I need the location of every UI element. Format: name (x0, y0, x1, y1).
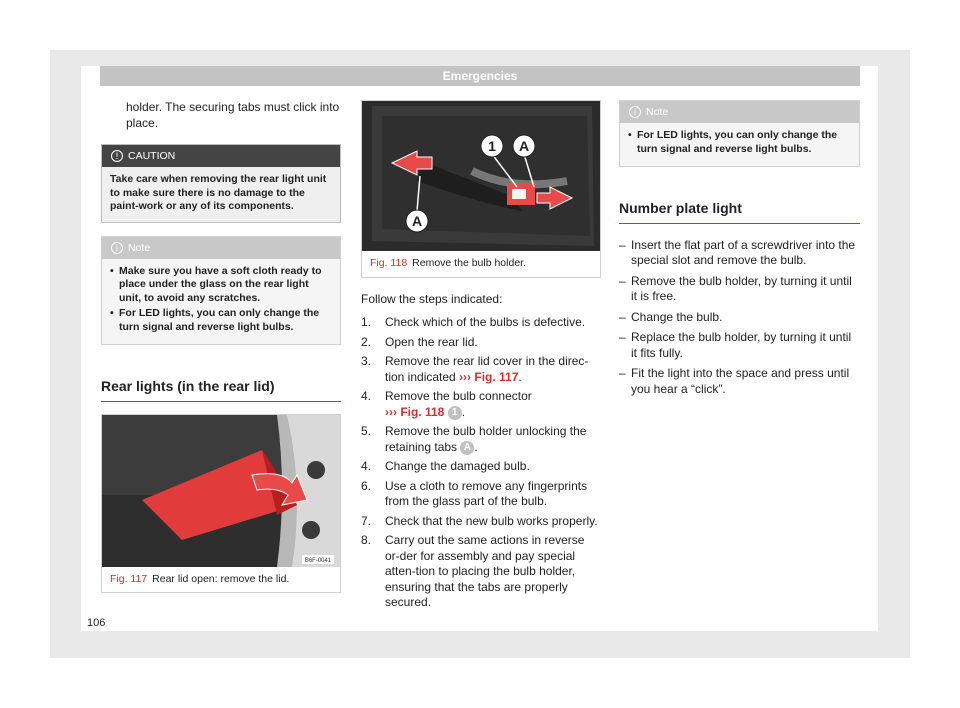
section-title: Rear lights (in the rear lid) (101, 379, 341, 402)
callout-badge: 1 (448, 406, 462, 420)
step-item (361, 315, 601, 331)
callout-badge: A (460, 441, 474, 455)
step-text: Remove the bulb connector (385, 389, 532, 403)
step-text: Check which of the bulbs is defective. (385, 315, 586, 329)
callout-a: A (518, 138, 530, 154)
step-number: 7. (361, 513, 372, 528)
step-suffix: . (461, 404, 466, 419)
step-text: Open the rear lid. (385, 334, 478, 349)
info-icon: i (111, 242, 123, 254)
figure-118 (361, 100, 601, 278)
step-text: Check that the new bulb works properly. (385, 513, 598, 528)
step-suffix: . (518, 369, 522, 384)
note-label: Note (646, 106, 669, 118)
page-header: Emergencies (100, 66, 860, 86)
step-item (361, 479, 601, 510)
list-item: – Replace the bulb holder, by turning it until it fits fully. (619, 330, 860, 361)
step-text: Remove the bulb holder unlocking the retaining tabs (385, 424, 587, 454)
note-header (620, 101, 859, 123)
figure-label: Fig. 118 (370, 257, 408, 269)
note-body (102, 259, 340, 345)
bulb-holder-illustration (362, 101, 600, 251)
list-item: – Insert the flat part of a screwdriver into the special slot and remove the bulb. (619, 238, 860, 269)
warning-icon: ! (111, 150, 123, 162)
step-item (361, 459, 601, 475)
list-item: – Remove the bulb holder, by turning it until it is free. (619, 274, 860, 305)
note-bullet: • For LED lights, you can only change the turn signal and reverse light bulbs. (628, 129, 851, 156)
figure-caption-text: Remove the bulb holder. (412, 257, 526, 269)
column-right (619, 96, 860, 402)
rear-lid-illustration (102, 415, 340, 567)
figure-image (102, 415, 340, 567)
caution-header (102, 145, 340, 167)
step-text: Change the damaged bulb. (385, 459, 530, 473)
list-item: – Fit the light into the space and press until you hear a “click”. (619, 366, 860, 397)
caution-text: Take care when removing the rear light unit to make sure there is no damage to the paint-work or any of its components. (110, 173, 327, 212)
step-suffix: . (474, 439, 478, 454)
note-box (619, 100, 860, 167)
step-item (361, 514, 601, 530)
step-item (361, 424, 601, 455)
step-text: Remove the rear lid cover in the direc-tion indicated (385, 354, 589, 384)
info-icon: i (629, 106, 641, 118)
step-number: 5. (361, 424, 372, 438)
step-number: 4. (361, 389, 372, 403)
note-header (102, 237, 340, 259)
step-item (361, 335, 601, 351)
steps-intro: Follow the steps indicated: (361, 291, 503, 306)
figure-image (362, 101, 600, 251)
page-number: 106 (87, 617, 106, 629)
figure-label: Fig. 117 (110, 572, 148, 585)
figure-cross-reference[interactable]: ››› Fig. 117 (459, 369, 519, 384)
column-left (101, 96, 341, 593)
column-middle (361, 96, 601, 615)
step-number: 2. (361, 334, 372, 349)
figure-cross-reference[interactable]: ››› Fig. 118 (385, 404, 445, 419)
step-item (361, 354, 601, 385)
step-number: 3. (361, 354, 372, 368)
caution-box (101, 144, 341, 223)
step-number: 8. (361, 533, 372, 547)
step-number: 6. (361, 478, 372, 493)
note-label: Note (128, 241, 151, 254)
figure-caption (362, 251, 600, 277)
intro-text: holder. The securing tabs must click into place. (126, 100, 340, 130)
figure-caption-text: Rear lid open: remove the lid. (152, 572, 290, 585)
instruction-list (619, 238, 860, 398)
figure-117 (101, 414, 341, 594)
step-number: 4. (361, 459, 372, 473)
callout-1: 1 (488, 138, 496, 154)
step-item (361, 533, 601, 611)
caution-label: CAUTION (128, 150, 176, 162)
step-text: Carry out the same actions in reverse or-der for assembly and pay special atten-tion to placing the bulb holder, ensuring that the tabs are properly secured. (385, 533, 585, 609)
section-title: Number plate light (619, 201, 860, 224)
figure-code: B6F-0041 (304, 557, 332, 564)
list-item: – Change the bulb. (619, 310, 860, 326)
step-text: Use a cloth to remove any fingerprints from the glass part of the bulb. (385, 478, 588, 508)
callout-a: A (411, 213, 423, 229)
note-body (620, 123, 859, 166)
note-box (101, 236, 341, 346)
step-item (361, 389, 601, 420)
figure-caption (102, 567, 340, 593)
note-bullet: • For LED lights, you can only change the turn signal and reverse light bulbs. (110, 307, 332, 334)
step-number: 1. (361, 315, 372, 329)
note-bullet: • Make sure you have a soft cloth ready to place under the glass on the rear light unit, to avoid any scratches. (110, 265, 332, 306)
